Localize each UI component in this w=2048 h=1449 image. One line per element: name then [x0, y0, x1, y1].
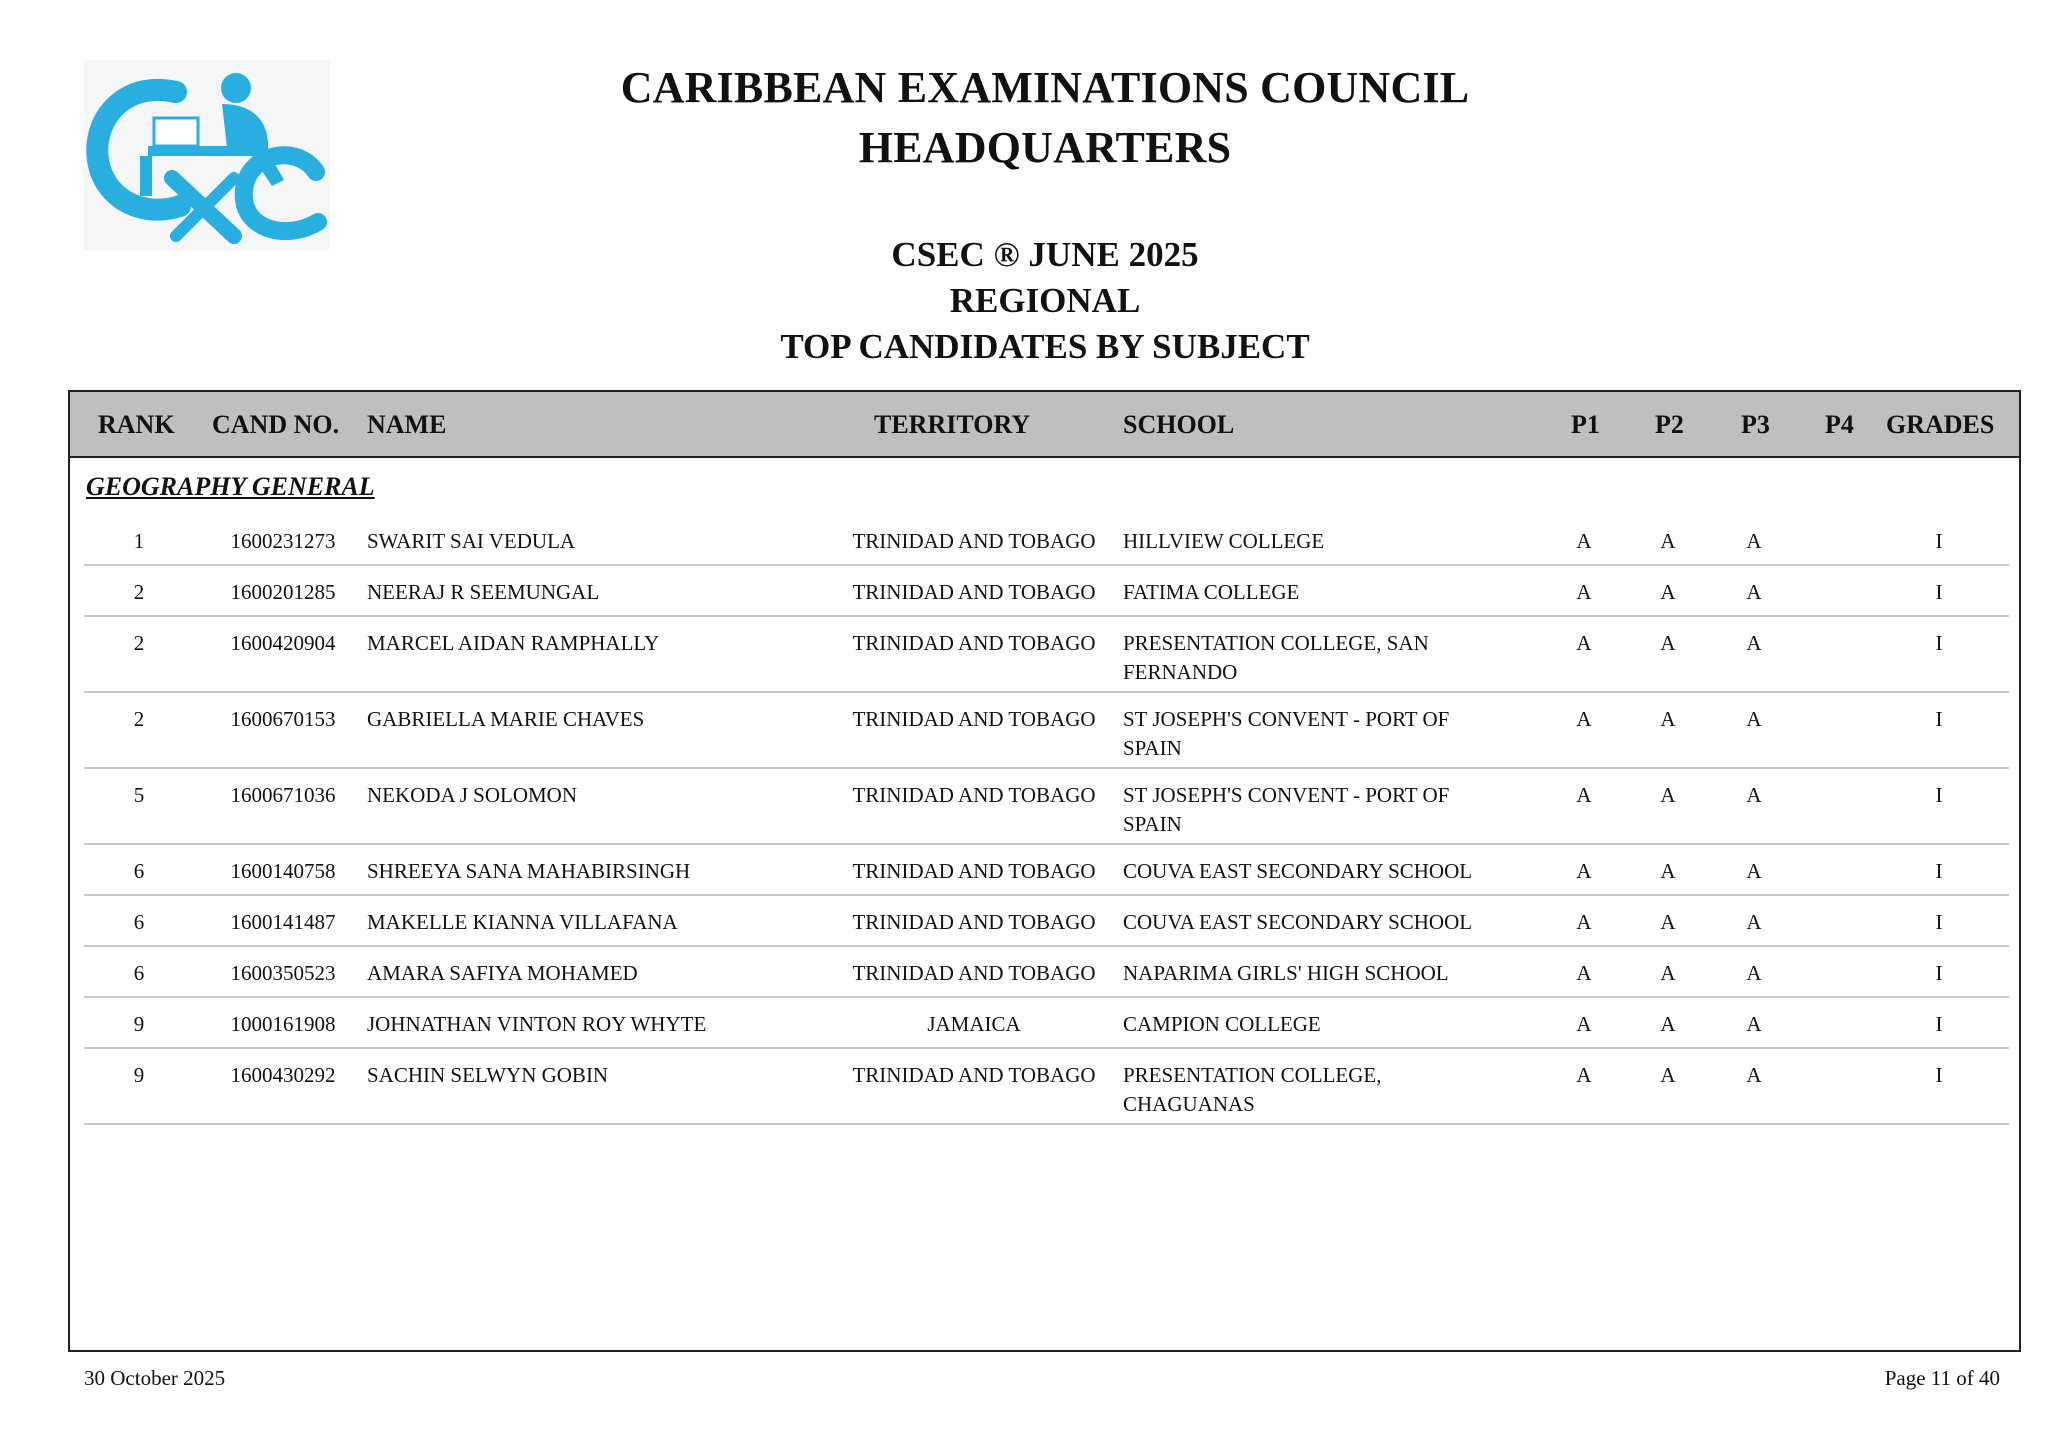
table-row [84, 947, 2009, 998]
cell-name: NEKODA J SOLOMON [367, 783, 578, 807]
table-row [84, 845, 2009, 896]
cell-school: ST JOSEPH'S CONVENT - PORT OF SPAIN [1123, 707, 1450, 760]
cell-name: MAKELLE KIANNA VILLAFANA [367, 910, 678, 934]
cell-cand-no: 1600141487 [230, 910, 336, 934]
cell-grade: I [1935, 707, 1943, 731]
cell-territory: TRINIDAD AND TOBAGO [852, 529, 1096, 553]
cell-grade: I [1935, 1012, 1943, 1036]
cell-territory: TRINIDAD AND TOBAGO [852, 783, 1096, 807]
cell-p1: A [1576, 631, 1592, 655]
col-school: SCHOOL [1123, 410, 1235, 439]
cell-name: JOHNATHAN VINTON ROY WHYTE [367, 1012, 707, 1036]
cell-rank: 5 [133, 783, 145, 807]
cell-grade: I [1935, 529, 1943, 553]
cell-grade: I [1935, 961, 1943, 985]
cell-cand-no: 1600430292 [230, 1063, 336, 1087]
cell-cand-no: 1600671036 [230, 783, 336, 807]
cell-p1: A [1576, 580, 1592, 604]
table-row [84, 515, 2009, 566]
cell-territory: TRINIDAD AND TOBAGO [852, 961, 1096, 985]
cell-name: SHREEYA SANA MAHABIRSINGH [367, 859, 691, 883]
cell-p3: A [1746, 961, 1762, 985]
col-name: NAME [367, 410, 447, 439]
cell-cand-no: 1600350523 [230, 961, 336, 985]
cell-school: COUVA EAST SECONDARY SCHOOL [1123, 910, 1473, 934]
cell-school: FATIMA COLLEGE [1123, 580, 1300, 604]
cell-p2: A [1660, 631, 1676, 655]
cell-grade: I [1935, 859, 1943, 883]
footer-date: 30 October 2025 [84, 1366, 226, 1390]
table-row [84, 693, 2009, 769]
cell-territory: TRINIDAD AND TOBAGO [852, 580, 1096, 604]
table-header [70, 392, 2019, 458]
col-territory: TERRITORY [874, 410, 1031, 439]
col-p2: P2 [1655, 410, 1684, 439]
table-row [84, 896, 2009, 947]
cell-territory: TRINIDAD AND TOBAGO [852, 631, 1096, 655]
cell-p2: A [1660, 707, 1676, 731]
region-title: REGIONAL [949, 281, 1141, 320]
cell-rank: 1 [133, 529, 145, 553]
cell-p2: A [1660, 783, 1676, 807]
col-cand-no: CAND NO. [212, 410, 340, 439]
table-row [84, 1049, 2009, 1125]
cell-cand-no: 1600231273 [230, 529, 336, 553]
council-subtitle: HEADQUARTERS [858, 123, 1232, 172]
cell-rank: 9 [133, 1063, 145, 1087]
cell-rank: 6 [133, 859, 145, 883]
cell-p1: A [1576, 961, 1592, 985]
cell-rank: 6 [133, 910, 145, 934]
cell-p2: A [1660, 910, 1676, 934]
footer-page-number: Page 11 of 40 [1884, 1366, 2000, 1390]
cell-school: NAPARIMA GIRLS' HIGH SCHOOL [1123, 961, 1449, 985]
cell-p2: A [1660, 580, 1676, 604]
cell-school: CAMPION COLLEGE [1123, 1012, 1321, 1036]
cell-territory: TRINIDAD AND TOBAGO [852, 859, 1096, 883]
exam-title: CSEC ® JUNE 2025 [891, 235, 1199, 274]
cell-rank: 6 [133, 961, 145, 985]
cell-rank: 2 [133, 707, 145, 731]
cell-cand-no: 1600201285 [230, 580, 336, 604]
cell-name: NEERAJ R SEEMUNGAL [367, 580, 600, 604]
report-title: TOP CANDIDATES BY SUBJECT [780, 327, 1310, 366]
cell-p1: A [1576, 859, 1592, 883]
table-row [84, 566, 2009, 617]
cell-territory: TRINIDAD AND TOBAGO [852, 707, 1096, 731]
col-p1: P1 [1571, 410, 1600, 439]
table-row [84, 998, 2009, 1049]
cell-territory: TRINIDAD AND TOBAGO [852, 910, 1096, 934]
council-title: CARIBBEAN EXAMINATIONS COUNCIL [620, 63, 1470, 112]
cell-grade: I [1935, 580, 1943, 604]
cell-name: SACHIN SELWYN GOBIN [367, 1063, 609, 1087]
table-body [84, 515, 2009, 1125]
cell-p1: A [1576, 707, 1592, 731]
cell-p2: A [1660, 529, 1676, 553]
cell-territory: JAMAICA [927, 1012, 1021, 1036]
report-header [0, 58, 2048, 178]
cell-name: GABRIELLA MARIE CHAVES [367, 707, 645, 731]
cell-rank: 2 [133, 631, 145, 655]
cell-p3: A [1746, 529, 1762, 553]
cell-p1: A [1576, 529, 1592, 553]
cell-cand-no: 1600670153 [230, 707, 336, 731]
cell-p1: A [1576, 1063, 1592, 1087]
cell-p3: A [1746, 859, 1762, 883]
cell-school: ST JOSEPH'S CONVENT - PORT OF SPAIN [1123, 783, 1450, 836]
cell-school: COUVA EAST SECONDARY SCHOOL [1123, 859, 1473, 883]
cell-grade: I [1935, 631, 1943, 655]
cell-rank: 2 [133, 580, 145, 604]
col-grades: GRADES [1886, 410, 1995, 439]
col-p3: P3 [1741, 410, 1770, 439]
cell-school: PRESENTATION COLLEGE, SAN FERNANDO [1123, 631, 1429, 684]
cell-name: MARCEL AIDAN RAMPHALLY [367, 631, 660, 655]
cell-grade: I [1935, 783, 1943, 807]
cell-p3: A [1746, 631, 1762, 655]
cell-name: AMARA SAFIYA MOHAMED [367, 961, 638, 985]
cell-school: PRESENTATION COLLEGE, CHAGUANAS [1123, 1063, 1382, 1116]
cell-p3: A [1746, 580, 1762, 604]
cell-p2: A [1660, 961, 1676, 985]
cell-p2: A [1660, 1063, 1676, 1087]
cell-p3: A [1746, 783, 1762, 807]
cell-p2: A [1660, 1012, 1676, 1036]
cell-p2: A [1660, 859, 1676, 883]
col-rank: RANK [98, 410, 175, 439]
cell-grade: I [1935, 1063, 1943, 1087]
cell-p3: A [1746, 707, 1762, 731]
cell-cand-no: 1600140758 [230, 859, 336, 883]
cell-name: SWARIT SAI VEDULA [367, 529, 576, 553]
cell-cand-no: 1600420904 [230, 631, 336, 655]
table-row [84, 769, 2009, 845]
cell-school: HILLVIEW COLLEGE [1123, 529, 1325, 553]
results-table [68, 390, 2021, 1352]
cell-rank: 9 [133, 1012, 145, 1036]
cell-p3: A [1746, 1012, 1762, 1036]
cell-p3: A [1746, 910, 1762, 934]
table-row [84, 617, 2009, 693]
cell-grade: I [1935, 910, 1943, 934]
cell-p3: A [1746, 1063, 1762, 1087]
col-p4: P4 [1825, 410, 1854, 439]
cell-p1: A [1576, 783, 1592, 807]
cell-territory: TRINIDAD AND TOBAGO [852, 1063, 1096, 1087]
cell-p1: A [1576, 1012, 1592, 1036]
cell-cand-no: 1000161908 [230, 1012, 336, 1036]
subject-heading: GEOGRAPHY GENERAL [86, 472, 375, 501]
cell-p1: A [1576, 910, 1592, 934]
report-subheader [0, 232, 2048, 370]
